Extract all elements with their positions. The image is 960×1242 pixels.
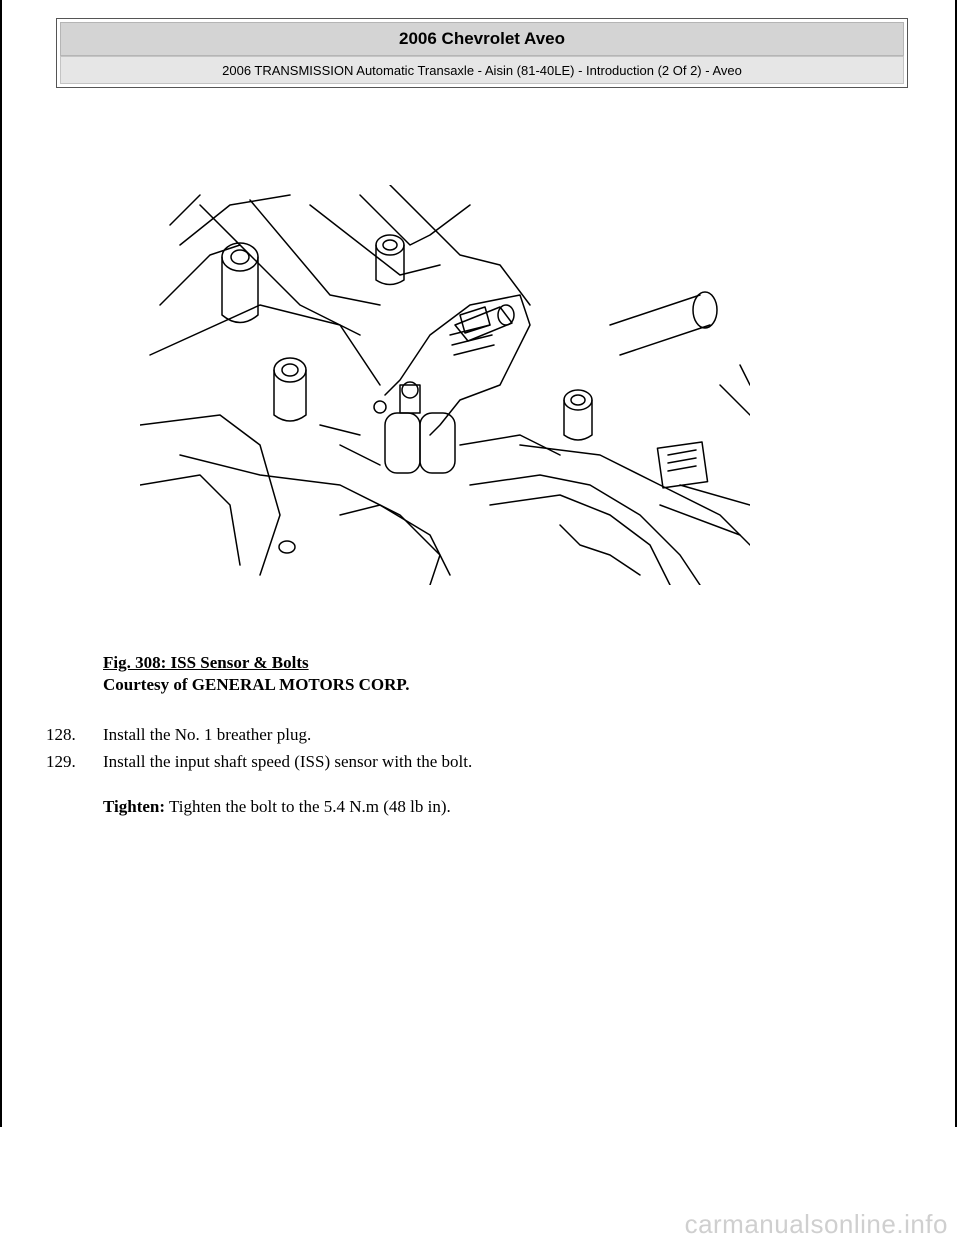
tighten-text: Tighten the bolt to the 5.4 N.m (48 lb in).: [169, 797, 451, 816]
header-title: 2006 Chevrolet Aveo: [60, 22, 904, 56]
watermark: carmanualsonline.info: [684, 1209, 948, 1239]
page-footer: [0, 1127, 960, 1242]
figure-caption: [103, 652, 410, 696]
document-header: [56, 18, 908, 88]
step-text: Install the No. 1 breather plug.: [103, 725, 312, 744]
tighten-label: Tighten:: [103, 797, 166, 816]
figure-title: Fig. 308: ISS Sensor & Bolts: [103, 653, 309, 672]
header-subtitle: 2006 TRANSMISSION Automatic Transaxle - Aisin (81-40LE) - Introduction (2 Of 2) - Aveo: [60, 56, 904, 84]
figure-credit: Courtesy of GENERAL MOTORS CORP.: [103, 675, 410, 694]
list-item: [46, 750, 472, 774]
tighten-note: [103, 797, 451, 817]
step-number: 128.: [46, 725, 76, 744]
step-text: Install the input shaft speed (ISS) sensor with the bolt.: [103, 752, 473, 771]
iss-sensor-figure: [140, 185, 750, 585]
procedure-steps: [46, 723, 472, 777]
step-number: 129.: [46, 752, 76, 771]
list-item: [46, 723, 472, 747]
